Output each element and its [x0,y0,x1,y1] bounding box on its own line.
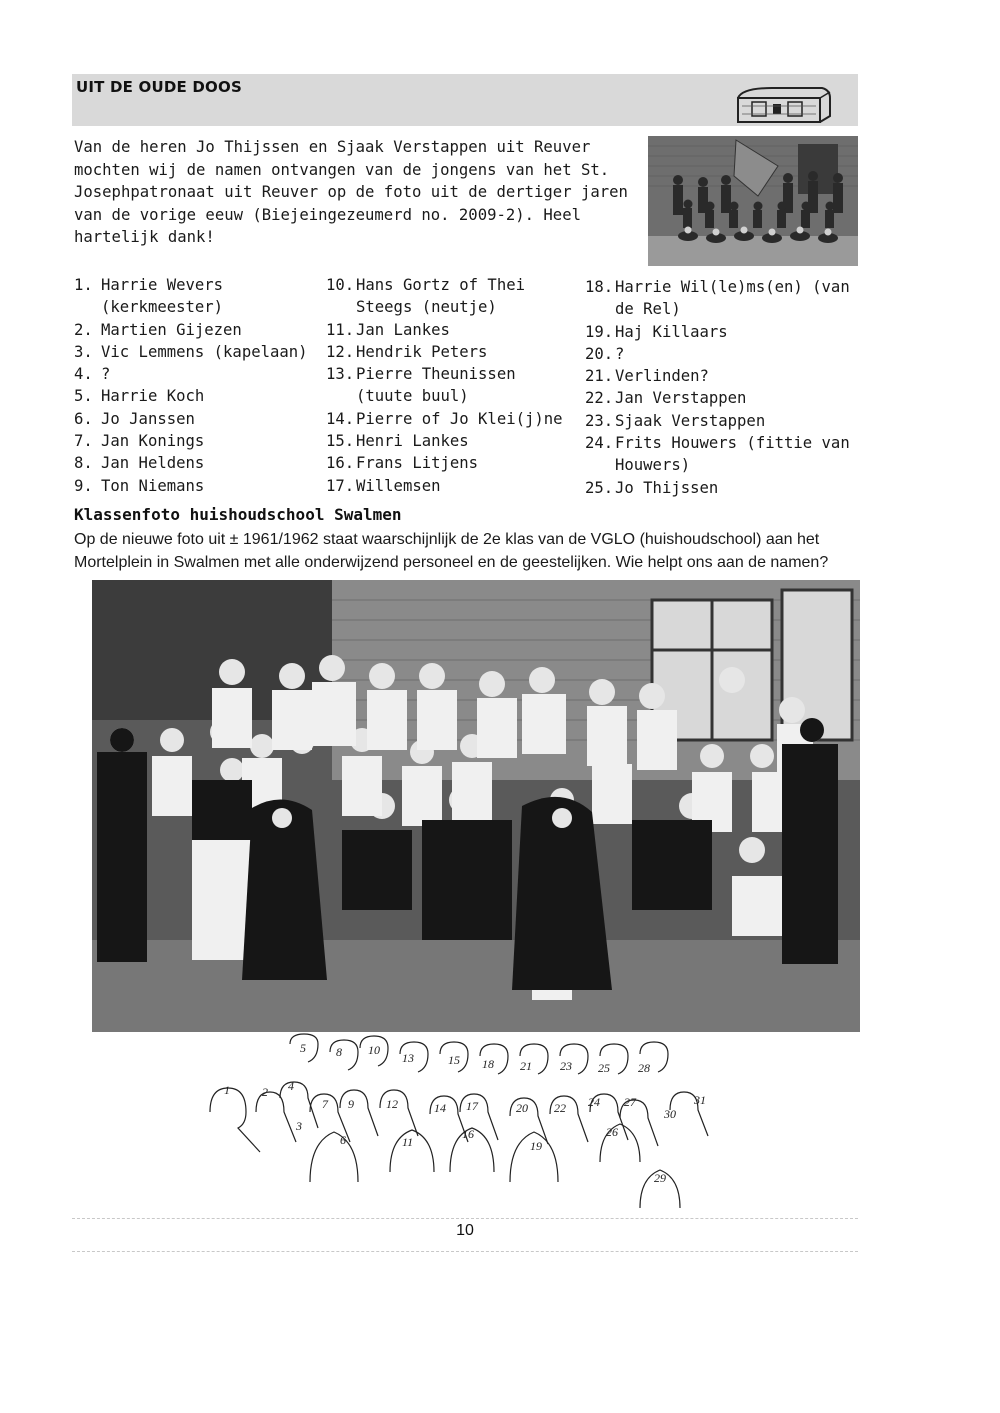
sketch-number-4: 4 [288,1079,294,1093]
header-title: UIT DE OUDE DOOS [76,78,242,96]
list-item: 20. ? [585,344,625,363]
list-item: 7. Jan Konings [74,432,205,451]
sketch-number-1: 1 [224,1083,230,1097]
list-item: 12. Hendrik Peters [326,342,488,361]
intro-paragraph: Van de heren Jo Thijssen en Sjaak Verstappen uit Reuver mochten wij de namen ontvangen van de jongens van het St. Josephpatronaat uit Reuver op de foto uit de dertiger jaren van de vorige eeuw (Biejeingezeumerd no. 2009-2). Heel hartelijk dank! [74,138,628,246]
footer-divider [72,1251,858,1252]
sketch-number-20: 20 [516,1101,528,1115]
sketch-number-16: 16 [462,1127,474,1141]
list-item: 15. Henri Lankes [326,432,469,451]
sketch-number-5: 5 [300,1041,306,1055]
sketch-number-26: 26 [606,1125,618,1139]
names-column-1 [74,274,324,497]
list-item: 8. Jan Heldens [74,454,205,473]
list-item: 22. Jan Verstappen [585,389,747,408]
treasure-chest-icon [732,86,836,124]
sketch-number-30: 30 [664,1107,676,1121]
sketch-number-18: 18 [482,1057,494,1071]
list-item: 6. Jo Janssen [74,409,195,428]
sketch-number-24: 24 [588,1095,600,1109]
list-item: 21. Verlinden? [585,367,709,386]
list-item: 5. Harrie Koch [74,387,205,406]
list-item: 23. Sjaak Verstappen [585,411,766,430]
sketch-number-13: 13 [402,1051,414,1065]
sketch-number-27: 27 [624,1095,636,1109]
list-item: 25. Jo Thijssen [585,478,719,497]
sketch-number-31: 31 [694,1093,706,1107]
names-column-2 [326,274,576,497]
list-item: 17. Willemsen [326,476,441,495]
sketch-number-14: 14 [434,1101,446,1115]
sketch-number-8: 8 [336,1045,342,1059]
sketch-number-22: 22 [554,1101,566,1115]
list-item: 1. Harrie Wevers (kerkmeester) [74,276,224,317]
sketch-number-7: 7 [322,1097,328,1111]
sketch-number-9: 9 [348,1097,354,1111]
sketch-number-21: 21 [520,1059,532,1073]
names-column-3 [585,276,855,499]
sketch-number-17: 17 [466,1099,478,1113]
list-item: 10. Hans Gortz of Thei Steegs (neutje) [326,276,525,317]
sketch-number-25: 25 [598,1061,610,1075]
sketch-number-3: 3 [296,1119,302,1133]
page-number: 10 [456,1222,474,1239]
list-item: 14. Pierre of Jo Klei(j)ne [326,409,563,428]
sketch-number-19: 19 [530,1139,542,1153]
sketch-number-23: 23 [560,1059,572,1073]
sketch-number-29: 29 [654,1171,666,1185]
numbered-silhouette-sketch [200,1032,720,1210]
list-item: 18. Harrie Wil(le)ms(en) (van de Rel) [585,278,850,319]
sketch-number-12: 12 [386,1097,398,1111]
sketch-number-2: 2 [262,1085,268,1099]
sketch-number-15: 15 [448,1053,460,1067]
class-group-photo [92,580,860,1032]
list-item: 19. Haj Killaars [585,322,728,341]
sketch-number-11: 11 [402,1135,414,1149]
list-item: 2. Martien Gijezen [74,320,242,339]
section-body: Op de nieuwe foto uit ± 1961/1962 staat waarschijnlijk de 2e klas van de VGLO (huishoudschool) aan het Mortelplein in Swalmen met alle onderwijzend personeel en de geestelijken. Wie helpt ons aan de namen? [74,531,829,571]
sketch-number-6: 6 [340,1133,346,1147]
list-item: 4. ? [74,365,111,384]
list-item: 9. Ton Niemans [74,476,205,495]
scout-group-photo [648,136,858,266]
list-item: 24. Frits Houwers (fittie van Houwers) [585,434,850,475]
sketch-number-10: 10 [368,1043,380,1057]
list-item: 11. Jan Lankes [326,320,450,339]
sketch-number-28: 28 [638,1061,650,1075]
list-item: 16. Frans Litjens [326,454,479,473]
list-item: 3. Vic Lemmens (kapelaan) [74,342,308,361]
footer-divider [72,1218,858,1219]
section-title: Klassenfoto huishoudschool Swalmen [74,505,402,524]
list-item: 13. Pierre Theunissen (tuute buul) [326,365,516,406]
